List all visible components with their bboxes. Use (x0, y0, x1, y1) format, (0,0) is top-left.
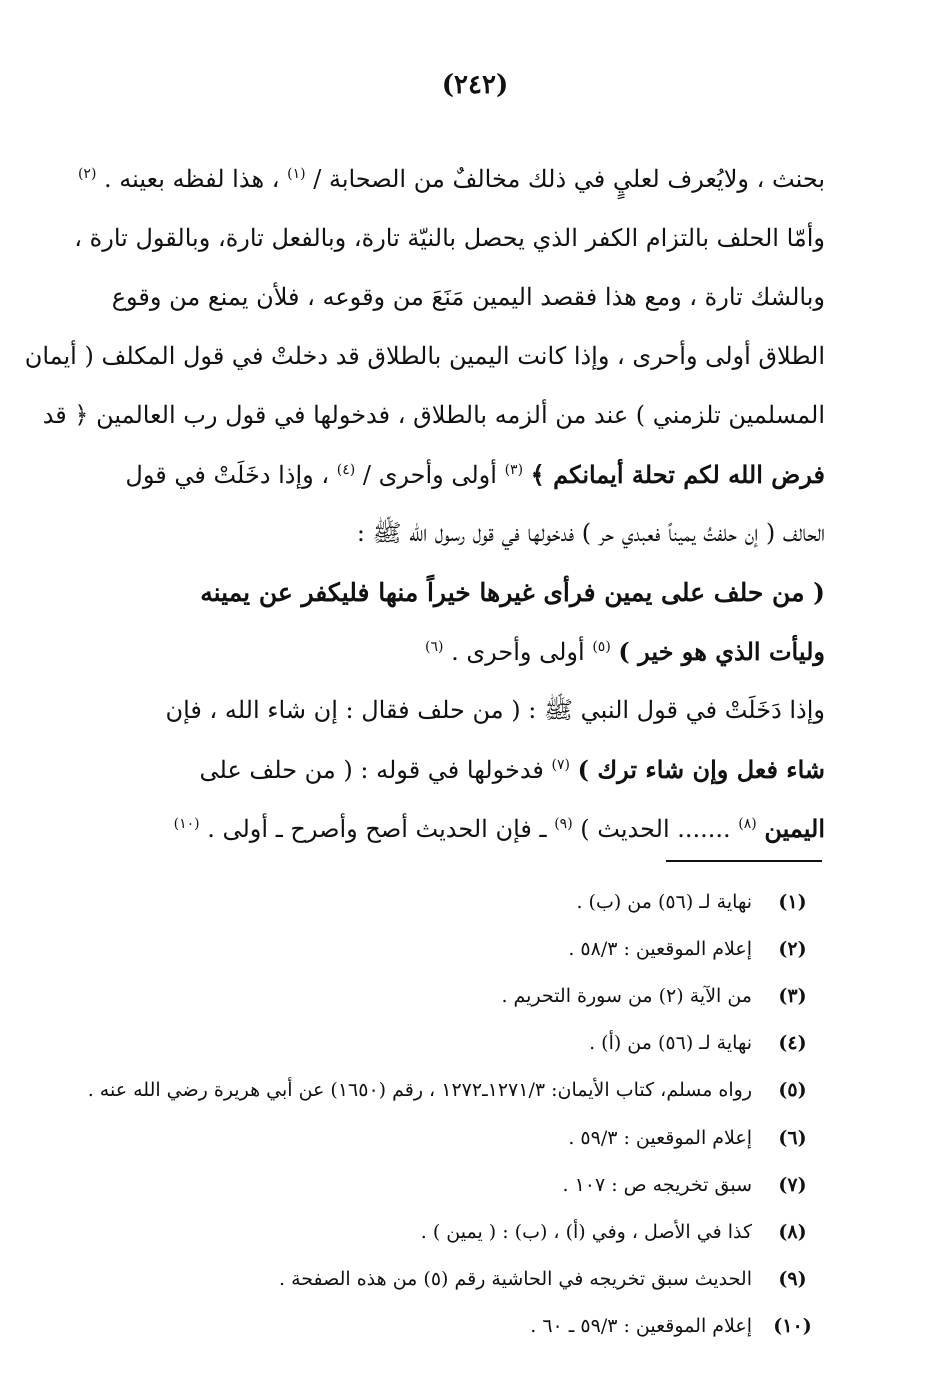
text-line (24, 327, 825, 386)
text-line (74, 209, 825, 268)
footnote-text: نهاية لـ (٥٦) من (ب) . (576, 890, 752, 913)
text-line (100, 799, 825, 858)
footnote-ref: (٢) (77, 166, 97, 182)
text-segment: وأمّا الحلف بالتزام الكفر الذي يحصل بالنيّة تارة، وبالفعل تارة، وبالقول تارة ، (74, 224, 825, 252)
footnote-number: (١) (778, 890, 807, 913)
footnotes (87, 878, 825, 1350)
footnote (100, 1256, 825, 1303)
text-segment: أولى وأحرى . (451, 638, 585, 666)
page-number: (٢٤٢) (441, 70, 509, 100)
footnote-ref: (٦) (424, 639, 444, 655)
text-segment: وبالشك تارة ، ومع هذا فقصد اليمين مَنَعَ من وقوعه ، فلأن يمنع من وقوع (111, 283, 825, 311)
footnote-number: (٥) (778, 1079, 807, 1102)
footnote-ref: (٣) (504, 462, 524, 478)
footnote-text: إعلام الموقعين : ٥٩/٣ ـ ٦٠ . (530, 1315, 752, 1338)
quran-quote: فرض الله لكم تحلة أيمانكم ﴾ (530, 460, 825, 489)
text-segment: أولى وأحرى / (362, 461, 497, 489)
footnote-ref: (٥) (592, 639, 611, 655)
text-segment: الطلاق أولى وأحرى ، وإذا كانت اليمين بالطلاق قد دخلتْ في قول المكلف ( أيمان (24, 342, 825, 370)
text-line (100, 504, 825, 563)
footnote-number: (٨) (778, 1220, 807, 1243)
hadith-quote: ( من حلف على يمين فرأى غيرها خيراً منها فليكفر عن يمينه (200, 578, 825, 607)
footnote-text: إعلام الموقعين : ٥٨/٣ . (568, 937, 752, 960)
text-line (100, 268, 825, 327)
footnote-ref: (٨) (738, 816, 757, 832)
footnote (100, 925, 825, 972)
footnote-text: الحديث سبق تخريجه في الحاشية رقم (٥) من هذه الصفحة . (279, 1268, 752, 1291)
text-line (100, 681, 825, 740)
footnote (100, 1114, 825, 1161)
text-segment: المسلمين تلزمني ) عند من ألزمه بالطلاق ، فدخولها في قول رب العالمين ﴿ قد (42, 401, 825, 429)
footnote-text: نهاية لـ (٥٦) من (أ) . (589, 1032, 752, 1055)
footnote (87, 1067, 825, 1114)
text-line (100, 563, 825, 622)
text-segment: فدخولها في قوله : ( من حلف على (199, 756, 544, 784)
footnote-text: كذا في الأصل ، وفي (أ) ، (ب) : ( يمين ) . (420, 1220, 752, 1243)
text-segment: ....... الحديث ) (580, 815, 731, 843)
footnote-number: (٢) (778, 937, 807, 960)
footnote (100, 878, 825, 925)
footnote-number: (٣) (778, 984, 807, 1007)
footnote-number: (١٠) (773, 1315, 812, 1338)
text-segment: ، هذا لفظه بعينه . (104, 165, 280, 193)
text-segment: الحالف ( إن حلفتُ يميناً فعبدي حر ) فدخولها في قول رسول الله ﷺ : (356, 519, 825, 547)
footnote-text: رواه مسلم، كتاب الأيمان: ١٢٧١/٣ـ١٢٧٢ ، رقم (١٦٥٠) عن أبي هريرة رضي الله عنه . (87, 1079, 752, 1102)
footnote (100, 1208, 825, 1255)
text-segment: ـ فإن الحديث أصح وأصرح ـ أولى . (207, 815, 547, 843)
footnote (100, 1303, 825, 1350)
main-text (24, 150, 825, 858)
footnote-text: سبق تخريجه ص : ١٠٧ . (562, 1173, 752, 1196)
text-segment: وإذا دَخَلَتْ في قول النبي ﷺ : ( من حلف فقال : إن شاء الله ، فإن (165, 696, 825, 724)
footnote (100, 972, 825, 1019)
footnote-ref: (٩) (554, 816, 573, 832)
footnote-text: من الآية (٢) من سورة التحريم . (501, 984, 752, 1007)
footnote-text: إعلام الموقعين : ٥٩/٣ . (568, 1126, 752, 1149)
footnote-number: (٩) (778, 1268, 807, 1291)
text-line (100, 622, 825, 681)
footnote-divider (666, 860, 822, 862)
text-line (42, 386, 825, 445)
footnote-ref: (١٠) (173, 816, 200, 832)
text-line (100, 740, 825, 799)
text-line (77, 150, 825, 209)
footnote (100, 1161, 825, 1208)
text-line (100, 445, 825, 504)
hadith-quote: اليمين (764, 814, 825, 843)
hadith-quote: شاء فعل وإن شاء ترك ) (577, 755, 825, 784)
footnote-number: (٦) (778, 1126, 807, 1149)
text-segment: بحنث ، ولايُعرف لعليٍ في ذلك مخالفٌ من الصحابة / (313, 165, 825, 193)
footnote-ref: (٤) (336, 462, 356, 478)
footnote-number: (٤) (778, 1032, 807, 1055)
footnote-ref: (١) (287, 166, 306, 182)
text-segment: ، وإذا دخَلَتْ في قول (125, 461, 330, 489)
footnote (100, 1020, 825, 1067)
footnote-ref: (٧) (551, 757, 570, 773)
hadith-quote: وليأت الذي هو خير ) (618, 637, 825, 666)
footnote-number: (٧) (778, 1173, 807, 1196)
